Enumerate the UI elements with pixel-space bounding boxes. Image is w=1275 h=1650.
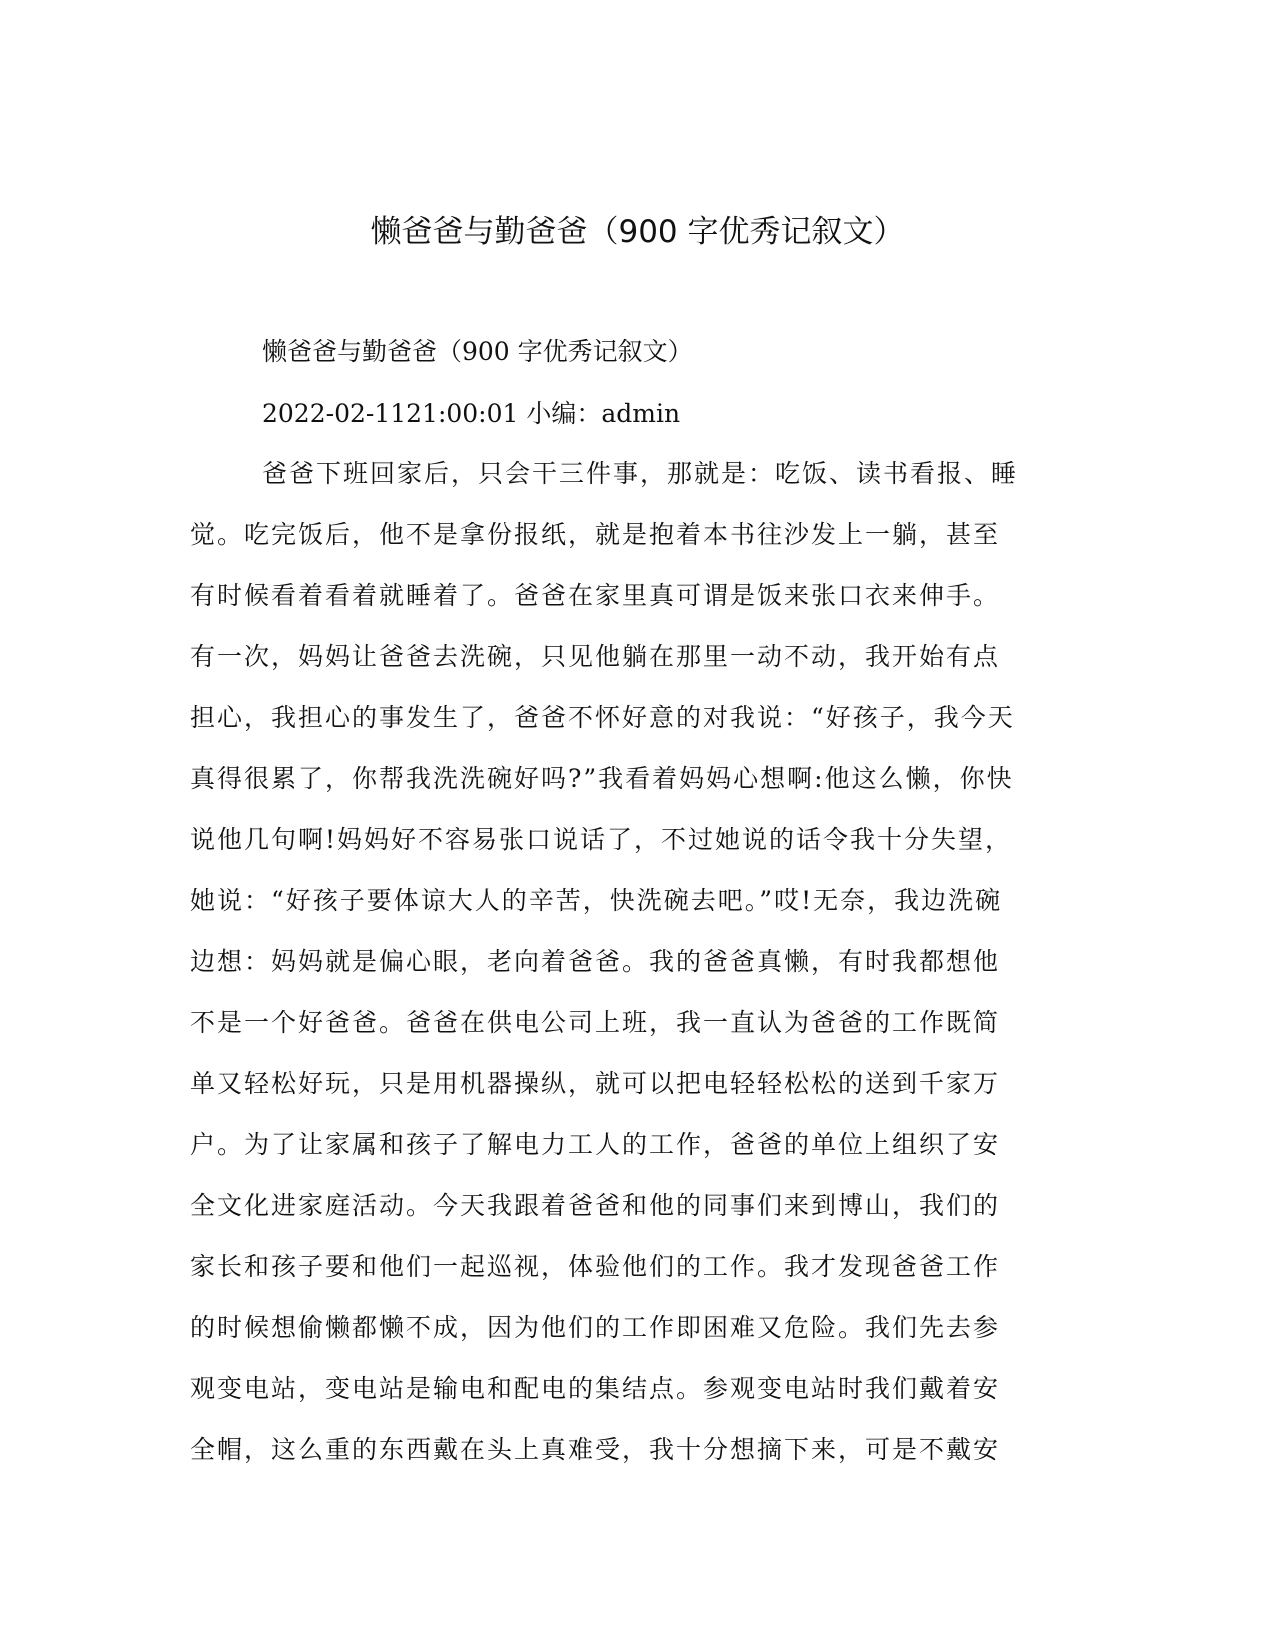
body-line: 全文化进家庭活动。今天我跟着爸爸和他的同事们来到博山，我们的 bbox=[190, 1191, 1001, 1220]
body-line: 她说：“好孩子要体谅大人的辛苦，快洗碗去吧。”哎!无奈，我边洗碗 bbox=[190, 886, 1003, 915]
body-line: 户。为了让家属和孩子了解电力工人的工作，爸爸的单位上组织了安 bbox=[190, 1130, 1001, 1159]
article-subtitle: 懒爸爸与勤爸爸（900 字优秀记叙文） bbox=[262, 337, 693, 366]
body-line: 观变电站，变电站是输电和配电的集结点。参观变电站时我们戴着安 bbox=[190, 1374, 1001, 1403]
body-line: 有时候看着看着就睡着了。爸爸在家里真可谓是饭来张口衣来伸手。 bbox=[190, 581, 1001, 610]
body-line: 爸爸下班回家后，只会干三件事，那就是：吃饭、读书看报、睡 bbox=[262, 459, 1019, 488]
body-line: 全帽，这么重的东西戴在头上真难受，我十分想摘下来，可是不戴安 bbox=[190, 1435, 1001, 1464]
body-line: 边想：妈妈就是偏心眼，老向着爸爸。我的爸爸真懒，有时我都想他 bbox=[190, 947, 1001, 976]
body-line: 觉。吃完饭后，他不是拿份报纸，就是抱着本书往沙发上一躺，甚至 bbox=[190, 520, 1001, 549]
body-line: 不是一个好爸爸。爸爸在供电公司上班，我一直认为爸爸的工作既简 bbox=[190, 1008, 1001, 1037]
body-line: 的时候想偷懒都懒不成，因为他们的工作即困难又危险。我们先去参 bbox=[190, 1313, 1001, 1342]
body-line: 真得很累了，你帮我洗洗碗好吗?”我看着妈妈心想啊:他这么懒，你快 bbox=[190, 764, 1014, 793]
body-line: 单又轻松好玩，只是用机器操纵，就可以把电轻轻松松的送到千家万 bbox=[190, 1069, 1001, 1098]
body-line: 有一次，妈妈让爸爸去洗碗，只见他躺在那里一动不动，我开始有点 bbox=[190, 642, 1001, 671]
document-title: 懒爸爸与勤爸爸（900 字优秀记叙文） bbox=[370, 214, 905, 250]
body-line: 说他几句啊!妈妈好不容易张口说话了，不过她说的话令我十分失望， bbox=[190, 825, 1013, 854]
body-line: 担心，我担心的事发生了，爸爸不怀好意的对我说：“好孩子，我今天 bbox=[190, 703, 1015, 732]
body-line: 家长和孩子要和他们一起巡视，体验他们的工作。我才发现爸爸工作 bbox=[190, 1252, 1001, 1281]
article-meta: 2022-02-1121:00:01 小编：admin bbox=[262, 399, 681, 428]
article-body bbox=[190, 456, 1090, 1493]
